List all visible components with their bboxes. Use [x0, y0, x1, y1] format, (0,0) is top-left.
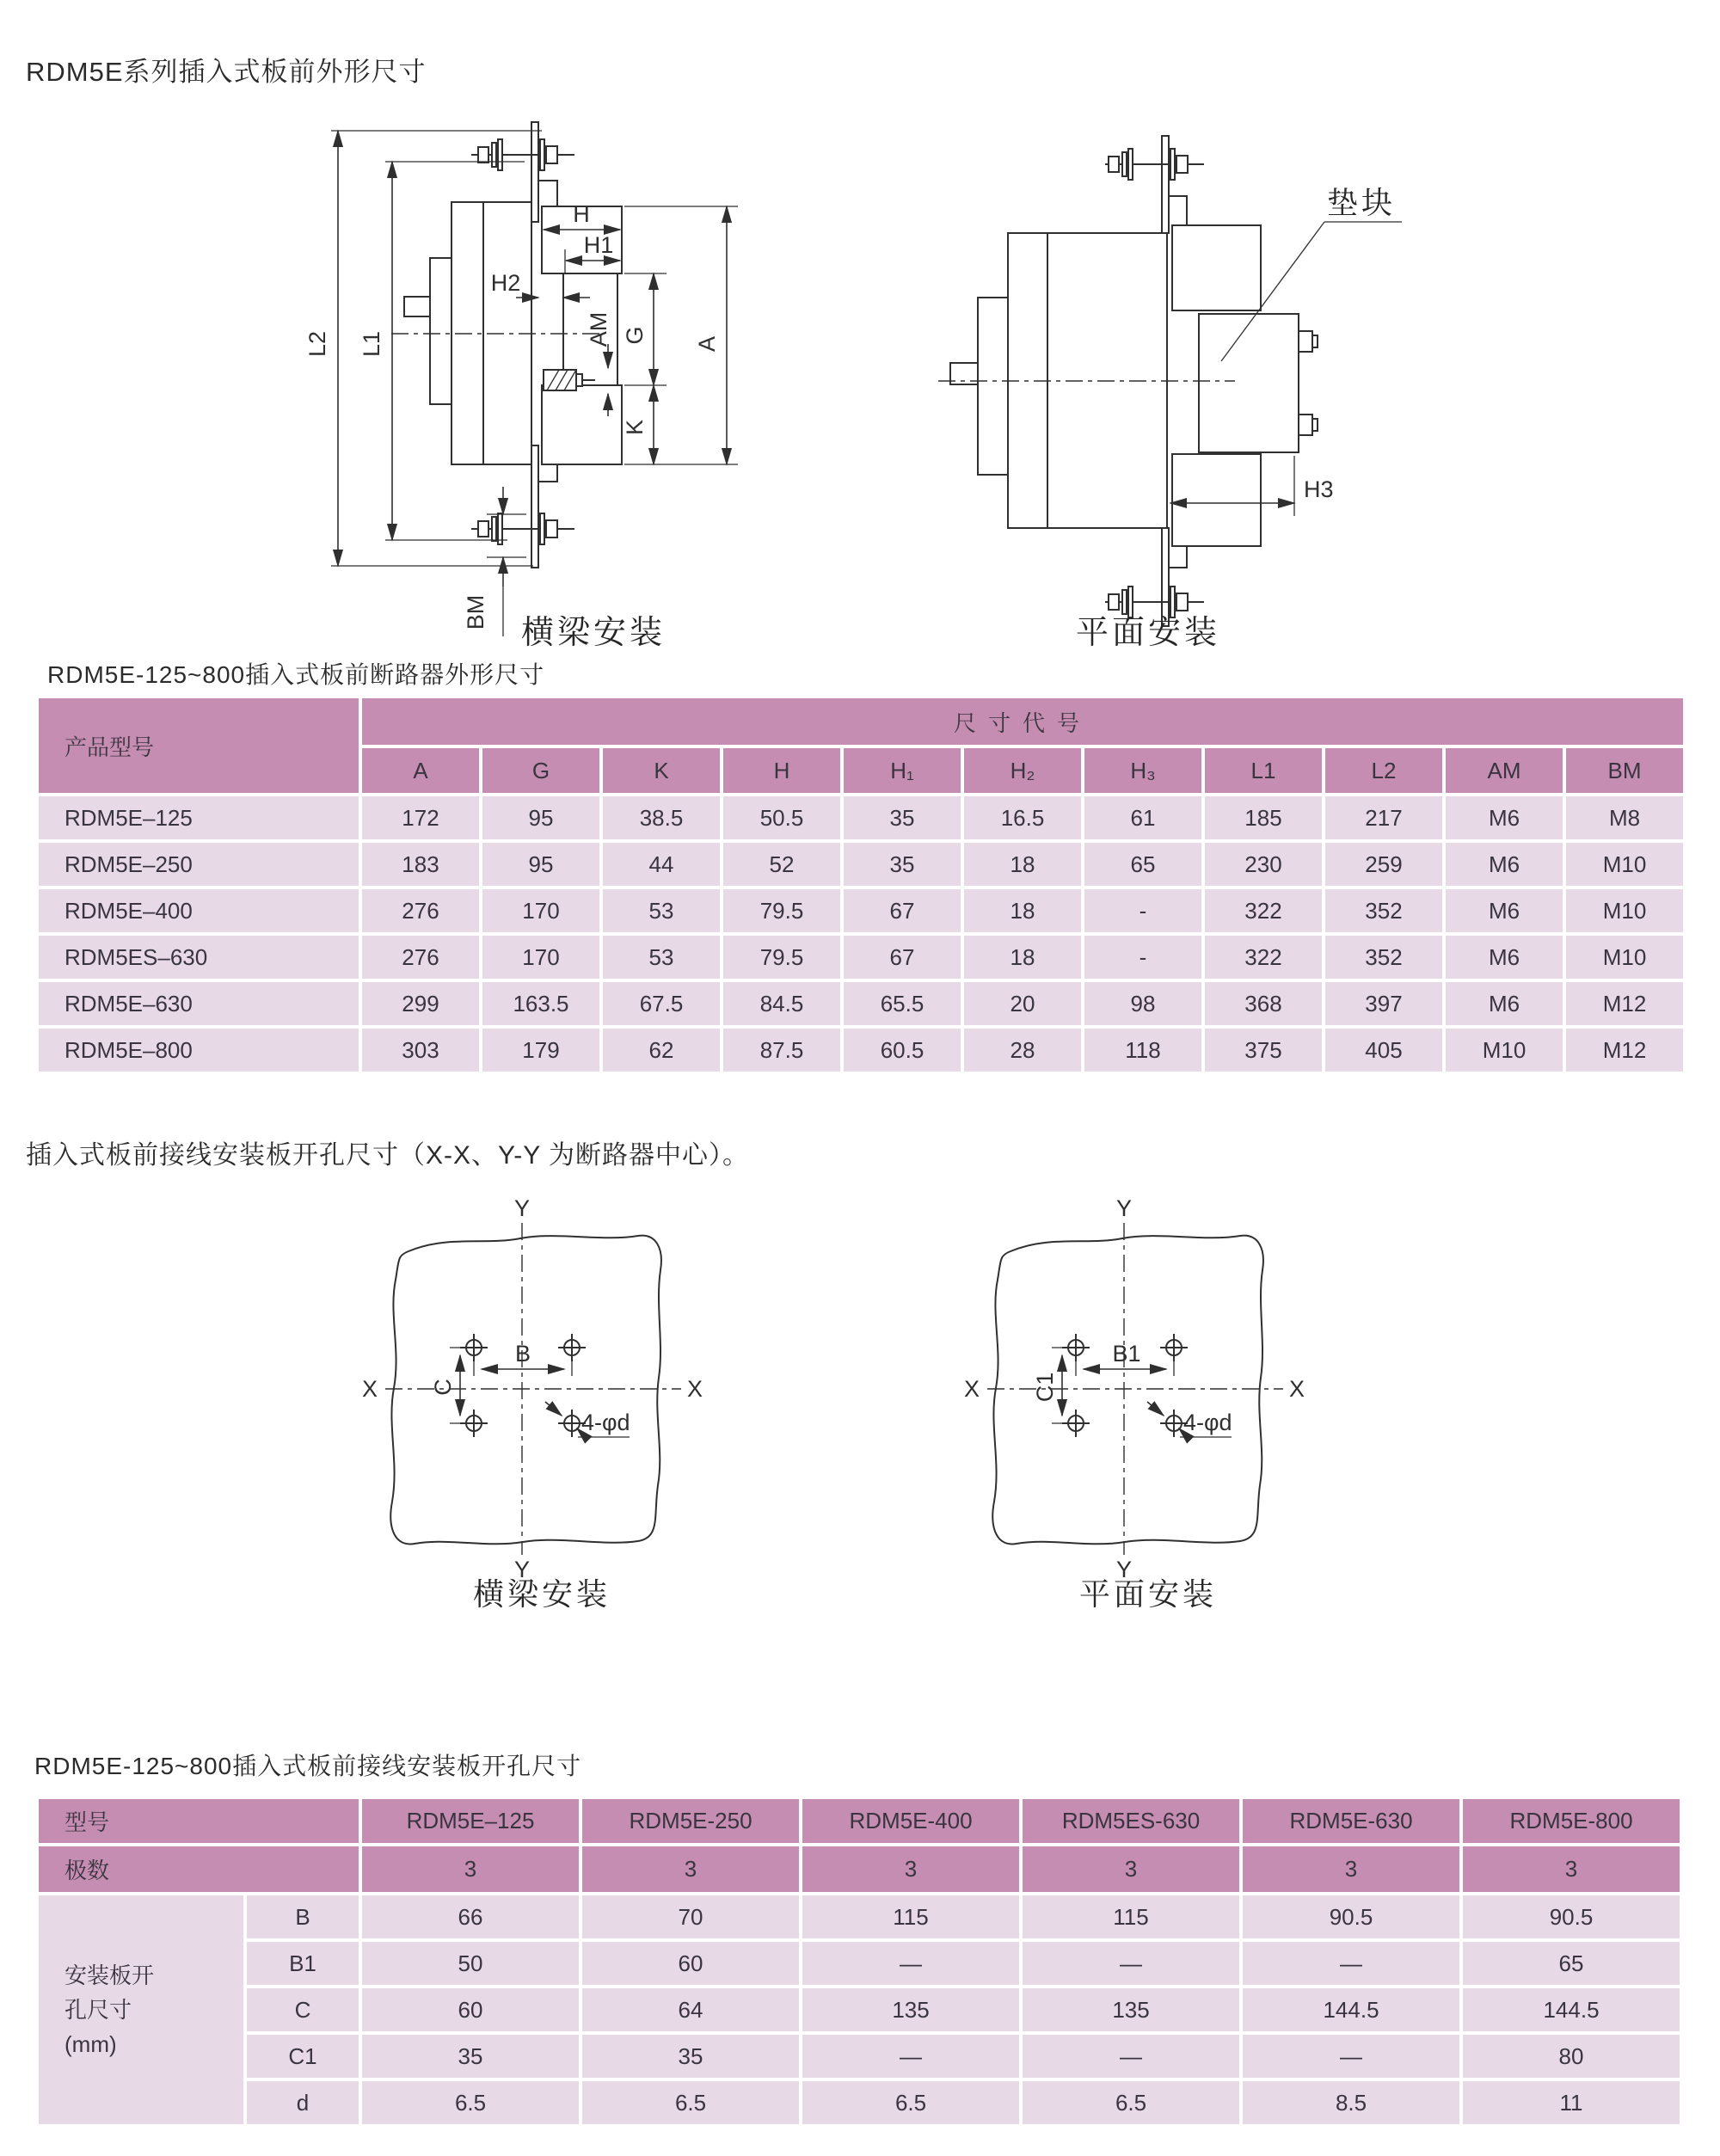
dimension-code-header: A	[362, 748, 479, 793]
value-cell: 322	[1205, 889, 1322, 932]
model-header-row	[39, 1799, 1680, 1843]
svg-text:BM: BM	[463, 594, 488, 630]
svg-text:L1: L1	[359, 330, 384, 358]
dimension-code-header: BM	[1566, 748, 1683, 793]
svg-text:4-φd: 4-φd	[1183, 1410, 1232, 1435]
value-cell: M10	[1566, 889, 1683, 932]
beam-mount-hole-pattern-diagram	[327, 1185, 757, 1624]
value-cell: —	[1023, 2035, 1239, 2078]
value-cell: M6	[1446, 889, 1563, 932]
dimension-G	[622, 273, 666, 385]
svg-text:垫块: 垫块	[1327, 185, 1397, 220]
spacer-block	[1199, 314, 1318, 452]
dimension-C1	[1032, 1348, 1071, 1423]
axis-y-top-label: Y	[1115, 1195, 1133, 1221]
poles-cell: 3	[362, 1846, 579, 1892]
table-row	[39, 889, 1683, 932]
svg-text:L2: L2	[304, 330, 330, 358]
poles-cell: 3	[582, 1846, 799, 1892]
value-cell: 62	[603, 1029, 720, 1072]
value-cell: 352	[1325, 936, 1442, 979]
top-bolt	[471, 139, 574, 170]
value-cell: 35	[844, 796, 961, 839]
model-header-cell: RDM5E-250	[582, 1799, 799, 1843]
parameter-cell: d	[247, 2081, 359, 2124]
holes-spec-callout	[545, 1402, 630, 1437]
value-cell: 144.5	[1243, 1988, 1459, 2031]
dimension-table	[35, 695, 1686, 1075]
axis-x-left-label: X	[361, 1376, 378, 1402]
dimension-code-header: K	[603, 748, 720, 793]
svg-text:H1: H1	[583, 232, 614, 258]
value-cell: 405	[1325, 1029, 1442, 1072]
value-cell: 163.5	[482, 982, 599, 1025]
value-cell: 170	[482, 889, 599, 932]
beam-mount-holes-caption: 横梁安装	[472, 1576, 611, 1612]
top-bolt	[1105, 149, 1204, 180]
value-cell: 98	[1084, 982, 1201, 1025]
value-cell: 65	[1463, 1942, 1680, 1985]
value-cell: 6.5	[362, 2081, 579, 2124]
value-cell: 53	[603, 936, 720, 979]
value-cell: M10	[1566, 936, 1683, 979]
value-cell: 50	[362, 1942, 579, 1985]
parameter-cell: C	[247, 1988, 359, 2031]
model-header-cell: RDM5E-400	[802, 1799, 1019, 1843]
table-row	[39, 982, 1683, 1025]
value-cell: 375	[1205, 1029, 1322, 1072]
parameter-cell: B	[247, 1895, 359, 1938]
flat-mount-caption: 平面安装	[1075, 615, 1221, 651]
value-cell: 276	[362, 936, 479, 979]
value-cell: 6.5	[582, 2081, 799, 2124]
table-row	[39, 796, 1683, 839]
svg-text:A: A	[694, 335, 720, 353]
flat-mount-hole-pattern-diagram	[929, 1185, 1359, 1624]
svg-text:G: G	[622, 326, 648, 345]
svg-text:C1: C1	[1032, 1372, 1058, 1403]
value-cell: M6	[1446, 936, 1563, 979]
value-cell: 90.5	[1243, 1895, 1459, 1938]
toggle-handle	[404, 297, 430, 316]
value-cell: 170	[482, 936, 599, 979]
value-cell: 84.5	[723, 982, 840, 1025]
dimension-B1	[1076, 1341, 1174, 1376]
value-cell: 60	[582, 1942, 799, 1985]
axis-y-bottom-label: Y	[513, 1557, 531, 1582]
value-cell: M10	[1566, 843, 1683, 886]
value-cell: 299	[362, 982, 479, 1025]
value-cell: 8.5	[1243, 2081, 1459, 2124]
table1-title: RDM5E-125~800插入式板前断路器外形尺寸	[47, 661, 545, 688]
value-cell: 35	[582, 2035, 799, 2078]
value-cell: 18	[964, 889, 1081, 932]
value-cell: 118	[1084, 1029, 1201, 1072]
poles-cell: 3	[1023, 1846, 1239, 1892]
svg-text:C: C	[430, 1379, 456, 1396]
table-row	[39, 1942, 1680, 1985]
value-cell: 179	[482, 1029, 599, 1072]
dimension-code-header: AM	[1446, 748, 1563, 793]
parameter-cell: C1	[247, 2035, 359, 2078]
value-cell: M10	[1446, 1029, 1563, 1072]
value-cell: 79.5	[723, 936, 840, 979]
value-cell: 65.5	[844, 982, 961, 1025]
left-group-label-text: 安装板开孔尺寸(mm)	[64, 1963, 155, 2057]
value-cell: 322	[1205, 936, 1322, 979]
value-cell: 38.5	[603, 796, 720, 839]
beam-mount-caption: 横梁安装	[520, 615, 666, 651]
value-cell: 67	[844, 936, 961, 979]
value-cell: 87.5	[723, 1029, 840, 1072]
poles-cell: 3	[1463, 1846, 1680, 1892]
model-header-cell: RDM5E-800	[1463, 1799, 1680, 1843]
svg-text:B1: B1	[1112, 1341, 1141, 1367]
table-row	[39, 2035, 1680, 2078]
value-cell: M6	[1446, 982, 1563, 1025]
dimension-code-header: L1	[1205, 748, 1322, 793]
dimension-code-header: H	[723, 748, 840, 793]
model-header-cell: RDM5ES-630	[1023, 1799, 1239, 1843]
poles-cell: 3	[802, 1846, 1019, 1892]
model-header-cell: RDM5E-630	[1243, 1799, 1459, 1843]
table2-title: RDM5E-125~800插入式板前接线安装板开孔尺寸	[34, 1753, 582, 1779]
svg-text:4-φd: 4-φd	[581, 1410, 630, 1435]
model-cell: RDM5ES–630	[39, 936, 359, 979]
axis-x-left-label: X	[963, 1376, 980, 1402]
left-group-label	[39, 1895, 243, 2124]
table-row	[39, 1988, 1680, 2031]
dimension-code-header: G	[482, 748, 599, 793]
table-row	[39, 1895, 1680, 1938]
svg-text:B: B	[514, 1341, 531, 1367]
model-cell: RDM5E–400	[39, 889, 359, 932]
value-cell: 6.5	[1023, 2081, 1239, 2124]
model-cell: RDM5E–125	[39, 796, 359, 839]
dimension-C	[430, 1348, 469, 1423]
svg-text:H: H	[573, 201, 590, 227]
value-cell: 115	[1023, 1895, 1239, 1938]
beam-mount-side-view-diagram	[284, 99, 752, 666]
value-cell: 230	[1205, 843, 1322, 886]
value-cell: —	[802, 2035, 1019, 2078]
poles-cell: 3	[1243, 1846, 1459, 1892]
value-cell: 20	[964, 982, 1081, 1025]
flat-mount-side-view-diagram	[877, 99, 1428, 684]
dimension-code-header: L2	[1325, 748, 1442, 793]
value-cell: 66	[362, 1895, 579, 1938]
value-cell: 50.5	[723, 796, 840, 839]
hole-note: 插入式板前接线安装板开孔尺寸（X-X、Y-Y 为断路器中心）。	[26, 1141, 750, 1170]
value-cell: 217	[1325, 796, 1442, 839]
value-cell: —	[1023, 1942, 1239, 1985]
table-row	[39, 2081, 1680, 2124]
value-cell: —	[802, 1942, 1019, 1985]
value-cell: 6.5	[802, 2081, 1019, 2124]
value-cell: 64	[582, 1988, 799, 2031]
value-cell: 60	[362, 1988, 579, 2031]
value-cell: M6	[1446, 843, 1563, 886]
dimension-B	[474, 1341, 572, 1376]
row-header-poles: 极数	[39, 1846, 359, 1892]
dimension-BM	[463, 487, 526, 636]
axis-x-right-label: X	[686, 1376, 703, 1402]
value-cell: 65	[1084, 843, 1201, 886]
column-header-model: 产品型号	[39, 698, 359, 793]
table-row	[39, 843, 1683, 886]
value-cell: 144.5	[1463, 1988, 1680, 2031]
value-cell: 18	[964, 936, 1081, 979]
value-cell: M8	[1566, 796, 1683, 839]
svg-text:H2: H2	[490, 270, 521, 296]
model-cell: RDM5E–250	[39, 843, 359, 886]
value-cell: 303	[362, 1029, 479, 1072]
value-cell: 67	[844, 889, 961, 932]
model-cell: RDM5E–630	[39, 982, 359, 1025]
dimension-K	[622, 385, 654, 464]
holes-spec-callout	[1147, 1402, 1232, 1437]
value-cell: 35	[844, 843, 961, 886]
row-header-model: 型号	[39, 1799, 359, 1843]
value-cell: -	[1084, 889, 1201, 932]
value-cell: 61	[1084, 796, 1201, 839]
value-cell: 368	[1205, 982, 1322, 1025]
model-cell: RDM5E–800	[39, 1029, 359, 1072]
table-row	[39, 1029, 1683, 1072]
poles-header-row	[39, 1846, 1680, 1892]
mounting-plate	[531, 122, 557, 568]
axis-y-top-label: Y	[513, 1195, 531, 1221]
value-cell: —	[1243, 2035, 1459, 2078]
axis-x-right-label: X	[1288, 1376, 1305, 1402]
dimension-code-header: H₁	[844, 748, 961, 793]
value-cell: 172	[362, 796, 479, 839]
bottom-bolt	[1105, 587, 1204, 617]
value-cell: 90.5	[1463, 1895, 1680, 1938]
value-cell: 60.5	[844, 1029, 961, 1072]
column-header-group: 尺寸代号	[362, 698, 1683, 745]
axis-y-bottom-label: Y	[1115, 1557, 1133, 1582]
value-cell: 80	[1463, 2035, 1680, 2078]
value-cell: 11	[1463, 2081, 1680, 2124]
dimension-code-header: H₂	[964, 748, 1081, 793]
value-cell: 135	[802, 1988, 1019, 2031]
model-header-cell: RDM5E–125	[362, 1799, 579, 1843]
value-cell: -	[1084, 936, 1201, 979]
value-cell: 95	[482, 796, 599, 839]
value-cell: 276	[362, 889, 479, 932]
value-cell: M6	[1446, 796, 1563, 839]
flat-mount-holes-caption: 平面安装	[1078, 1576, 1218, 1612]
value-cell: 28	[964, 1029, 1081, 1072]
value-cell: 52	[723, 843, 840, 886]
hole-dimension-table	[35, 1796, 1683, 2128]
page-title: RDM5E系列插入式板前外形尺寸	[26, 57, 427, 87]
table-row	[39, 936, 1683, 979]
value-cell: 79.5	[723, 889, 840, 932]
value-cell: —	[1243, 1942, 1459, 1985]
value-cell: 44	[603, 843, 720, 886]
value-cell: M12	[1566, 982, 1683, 1025]
value-cell: 53	[603, 889, 720, 932]
value-cell: M12	[1566, 1029, 1683, 1072]
svg-text:H3: H3	[1304, 476, 1334, 502]
value-cell: 95	[482, 843, 599, 886]
value-cell: 115	[802, 1895, 1019, 1938]
value-cell: 16.5	[964, 796, 1081, 839]
value-cell: 18	[964, 843, 1081, 886]
value-cell: 67.5	[603, 982, 720, 1025]
value-cell: 397	[1325, 982, 1442, 1025]
value-cell: 185	[1205, 796, 1322, 839]
value-cell: 259	[1325, 843, 1442, 886]
value-cell: 352	[1325, 889, 1442, 932]
value-cell: 135	[1023, 1988, 1239, 2031]
svg-text:AM: AM	[586, 311, 611, 347]
svg-text:K: K	[622, 419, 648, 436]
parameter-cell: B1	[247, 1942, 359, 1985]
value-cell: 183	[362, 843, 479, 886]
value-cell: 70	[582, 1895, 799, 1938]
value-cell: 35	[362, 2035, 579, 2078]
dimension-code-header: H₃	[1084, 748, 1201, 793]
